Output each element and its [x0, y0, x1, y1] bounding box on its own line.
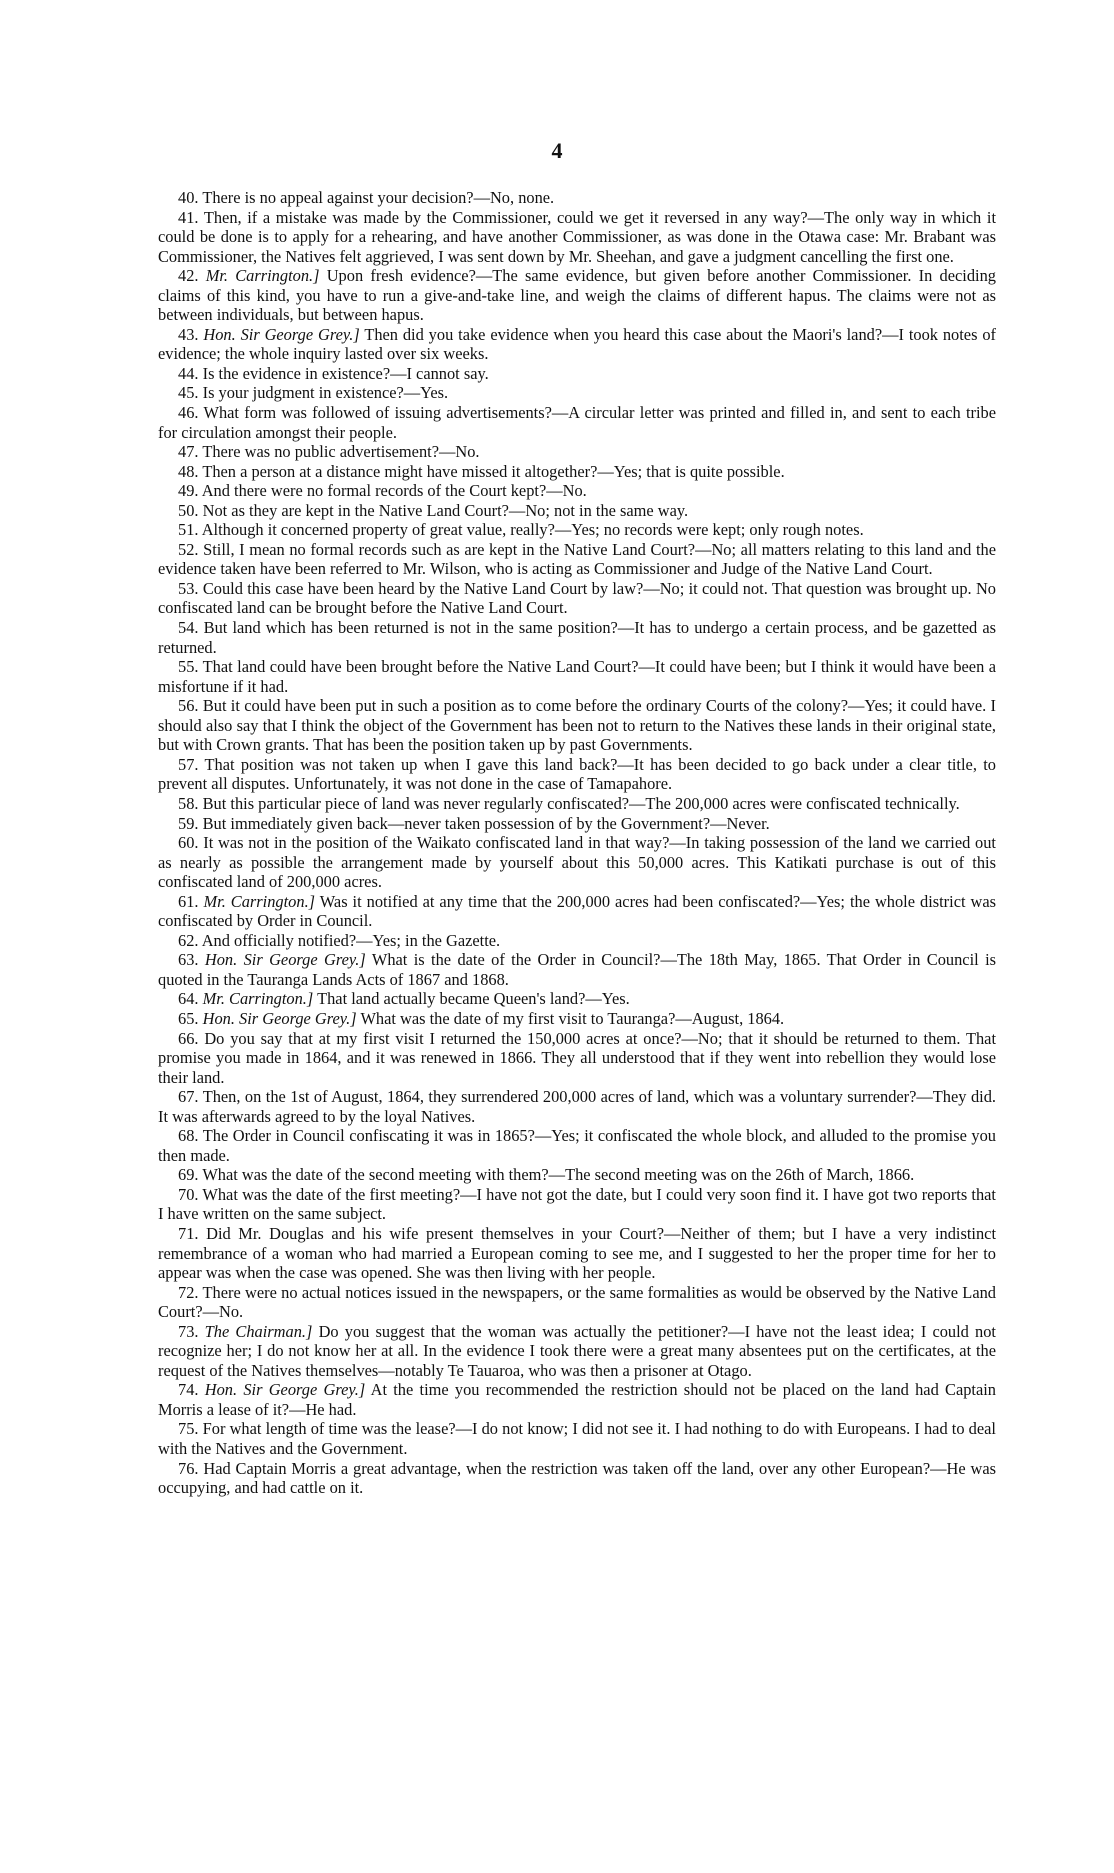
question-number: 59. [178, 813, 199, 833]
question-answer-text: Is the evidence in existence?—I cannot say. [202, 363, 489, 383]
question-number: 54. [178, 618, 199, 638]
question-number: 41. [178, 207, 199, 227]
question-number: 67. [178, 1087, 199, 1107]
question-number: 73. [178, 1321, 199, 1341]
question-answer-text: Then, if a mistake was made by the Commissioner, could we get it reversed in any way?—The only way in which it could be done is to apply for a rehearing, and have another Commissioner, as was done in the Otawa case: Mr. Brabant was Commissioner, the Natives felt aggrieved, I was sent down by Mr. Sheehan, and gave a judgment cancelling the first one. [158, 207, 996, 266]
question-number: 42. [178, 266, 199, 286]
question-number: 71. [178, 1223, 199, 1243]
question-number: 70. [178, 1184, 199, 1204]
evidence-text [158, 188, 996, 1498]
evidence-paragraph [158, 892, 996, 931]
question-number: 74. [178, 1380, 199, 1400]
speaker-name: Hon. Sir George Grey.] [204, 1380, 366, 1400]
evidence-paragraph [158, 1322, 996, 1381]
evidence-paragraph [158, 579, 996, 618]
question-number: 64. [178, 989, 199, 1009]
question-answer-text: Had Captain Morris a great advantage, when the restriction was taken off the land, over any other European?—He was occupying, and had cattle on it. [158, 1458, 996, 1498]
evidence-paragraph [158, 1185, 996, 1224]
evidence-paragraph [158, 520, 996, 540]
evidence-paragraph [158, 188, 996, 208]
question-answer-text: Is your judgment in existence?—Yes. [202, 383, 449, 403]
evidence-paragraph [158, 325, 996, 364]
question-number: 47. [178, 442, 199, 462]
speaker-name: Mr. Carrington.] [202, 989, 314, 1009]
question-number: 45. [178, 383, 199, 403]
evidence-paragraph [158, 1459, 996, 1498]
evidence-paragraph [158, 814, 996, 834]
evidence-paragraph [158, 618, 996, 657]
question-answer-text: Did Mr. Douglas and his wife present themselves in your Court?—Neither of them; but I have a very indistinct remembrance of a woman who had married a European coming to see me, and I suggested to her the proper time for her to appear was when the case was opened. She was then living with her people. [158, 1223, 996, 1283]
question-number: 63. [178, 950, 199, 970]
question-answer-text: But it could have been put in such a position as to come before the ordinary Courts of the colony?—Yes; it could have. I should also say that I think the object of the Government has been not to return to the Natives these lands in their original state, but with Crown grants. That has been the position taken up by past Governments. [158, 696, 996, 755]
question-number: 75. [178, 1419, 199, 1439]
question-answer-text: Do you suggest that the woman was actually the petitioner?—I have not the least idea; I could not recognize her; I do not know her at all. In the evidence I took there were a great many absentees put on the certificates, at the request of the Natives themselves—notably Te Tauaroa, who was then a prisoner at Otago. [158, 1321, 996, 1380]
evidence-paragraph [158, 1165, 996, 1185]
evidence-paragraph [158, 1009, 996, 1029]
evidence-paragraph [158, 989, 996, 1009]
question-number: 40. [178, 188, 199, 207]
question-answer-text: Then did you take evidence when you heard this case about the Maori's land?—I took notes of evidence; the whole inquiry lasted over six weeks. [158, 324, 996, 364]
question-answer-text: What is the date of the Order in Council?—The 18th May, 1865. That Order in Council is quoted in the Tauranga Lands Acts of 1867 and 1868. [158, 950, 997, 989]
question-number: 51. [178, 520, 199, 540]
evidence-paragraph [158, 403, 996, 442]
question-answer-text: There were no actual notices issued in the newspapers, or the same formalities as would be observed by the Native Land Court?—No. [158, 1282, 996, 1322]
question-number: 58. [178, 793, 199, 813]
question-answer-text: That land actually became Queen's land?—Yes. [317, 989, 630, 1009]
question-number: 76. [178, 1458, 199, 1478]
question-answer-text: And officially notified?—Yes; in the Gazette. [201, 930, 501, 950]
question-number: 52. [178, 539, 199, 559]
question-number: 60. [178, 833, 199, 853]
question-answer-text: For what length of time was the lease?—I do not know; I did not see it. I had nothing to do with Europeans. I had to deal with the Natives and the Government. [158, 1419, 996, 1458]
speaker-name: The Chairman.] [204, 1321, 313, 1341]
evidence-paragraph [158, 1283, 996, 1322]
speaker-name: Mr. Carrington.] [203, 891, 316, 911]
question-answer-text: Not as they are kept in the Native Land Court?—No; not in the same way. [202, 500, 689, 520]
evidence-paragraph [158, 1087, 996, 1126]
question-number: 44. [178, 363, 199, 383]
question-answer-text: That land could have been brought before the Native Land Court?—It could have been; but I think it would have been a misfortune if it had. [158, 657, 996, 696]
question-number: 43. [178, 324, 199, 344]
question-answer-text: Was it notified at any time that the 200,000 acres had been confiscated?—Yes; the whole district was confiscated by Order in Council. [158, 891, 996, 931]
evidence-paragraph [158, 501, 996, 521]
evidence-paragraph [158, 1029, 996, 1088]
question-answer-text: Upon fresh evidence?—The same evidence, but given before another Commissioner. In deciding claims of this kind, you have to run a give-and-take line, and weigh the claims of different hapus. The claims were not as between individuals, but between hapus. [158, 266, 996, 325]
question-answer-text: But immediately given back—never taken possession of by the Government?—Never. [202, 813, 770, 833]
evidence-paragraph [158, 383, 996, 403]
page-number: 4 [551, 138, 563, 163]
question-number: 56. [178, 696, 199, 716]
question-number: 50. [178, 500, 199, 520]
question-answer-text: There is no appeal against your decision?—No, none. [202, 188, 555, 207]
evidence-paragraph [158, 657, 996, 696]
question-number: 66. [178, 1028, 199, 1048]
question-answer-text: Do you say that at my first visit I returned the 150,000 acres at once?—No; that it should be returned to them. That promise you made in 1864, and it was renewed in 1866. They all understood that if they went into rebellion they would lose their land. [158, 1028, 996, 1087]
question-answer-text: What was the date of the second meeting with them?—The second meeting was on the 26th of March, 1866. [202, 1165, 915, 1185]
evidence-paragraph [158, 1419, 996, 1458]
question-number: 48. [178, 461, 199, 481]
evidence-paragraph [158, 364, 996, 384]
question-answer-text: What form was followed of issuing advertisements?—A circular letter was printed and filled in, and sent to each tribe for circulation amongst their people. [158, 403, 996, 442]
evidence-paragraph [158, 1126, 996, 1165]
evidence-paragraph [158, 931, 996, 951]
question-answer-text: Then a person at a distance might have missed it altogether?—Yes; that is quite possible. [202, 461, 785, 481]
evidence-paragraph [158, 442, 996, 462]
question-answer-text: And there were no formal records of the Court kept?—No. [201, 481, 587, 501]
evidence-paragraph [158, 696, 996, 755]
question-number: 68. [178, 1126, 199, 1146]
question-number: 65. [178, 1008, 199, 1028]
question-answer-text: Could this case have been heard by the Native Land Court by law?—No; it could not. That question was brought up. No confiscated land can be brought before the Native Land Court. [158, 578, 996, 618]
evidence-paragraph [158, 1380, 996, 1419]
evidence-paragraph [158, 208, 996, 267]
question-answer-text: At the time you recommended the restriction should not be placed on the land had Captain Morris a lease of it?—He had. [158, 1380, 996, 1419]
question-number: 53. [178, 578, 199, 598]
speaker-name: Hon. Sir George Grey.] [203, 324, 360, 344]
question-answer-text: But land which has been returned is not in the same position?—It has to undergo a certain process, and be gazetted as returned. [158, 618, 996, 657]
evidence-paragraph [158, 266, 996, 325]
question-answer-text: What was the date of my first visit to Tauranga?—August, 1864. [360, 1008, 785, 1028]
speaker-name: Hon. Sir George Grey.] [202, 1008, 357, 1028]
question-number: 72. [178, 1282, 199, 1302]
evidence-paragraph [158, 950, 996, 989]
evidence-paragraph [158, 794, 996, 814]
question-answer-text: But this particular piece of land was never regularly confiscated?—The 200,000 acres were confiscated technically. [202, 793, 960, 813]
question-answer-text: Still, I mean no formal records such as are kept in the Native Land Court?—No; all matters relating to this land and the evidence taken have been referred to Mr. Wilson, who is acting as Commissioner and Judge of the Native Land Court. [158, 539, 996, 579]
speaker-name: Hon. Sir George Grey.] [204, 950, 366, 970]
question-answer-text: That position was not taken up when I gave this land back?—It has been decided to go back under a clear title, to prevent all disputes. Unfortunately, it was not done in the case of Tamapahore. [158, 754, 996, 794]
question-number: 46. [178, 403, 199, 423]
question-number: 55. [178, 657, 199, 677]
question-answer-text: There was no public advertisement?—No. [202, 442, 480, 462]
question-number: 69. [178, 1165, 199, 1185]
question-number: 49. [178, 481, 199, 501]
question-answer-text: Although it concerned property of great value, really?—Yes; no records were kept; only rough notes. [201, 520, 864, 540]
question-answer-text: It was not in the position of the Waikato confiscated land in that way?—In taking possession of the land we carried out as nearly as possible the arrangement made by yourself about this 50,000 acres. This Katikati purchase is out of this confiscated land of 200,000 acres. [158, 833, 996, 892]
question-number: 62. [178, 930, 199, 950]
question-answer-text: What was the date of the first meeting?—I have not got the date, but I could very soon find it. I have got two reports that I have written on the same subject. [158, 1184, 996, 1224]
evidence-paragraph [158, 462, 996, 482]
evidence-paragraph [158, 481, 996, 501]
evidence-paragraph [158, 540, 996, 579]
speaker-name: Mr. Carrington.] [205, 266, 320, 286]
evidence-paragraph [158, 833, 996, 892]
evidence-paragraph [158, 1224, 996, 1283]
question-answer-text: Then, on the 1st of August, 1864, they surrendered 200,000 acres of land, which was a voluntary surrender?—They did. It was afterwards agreed to by the loyal Natives. [158, 1087, 996, 1126]
question-number: 61. [178, 891, 199, 911]
evidence-paragraph [158, 755, 996, 794]
question-answer-text: The Order in Council confiscating it was in 1865?—Yes; it confiscated the whole block, and alluded to the promise you then made. [158, 1126, 996, 1165]
question-number: 57. [178, 754, 199, 774]
